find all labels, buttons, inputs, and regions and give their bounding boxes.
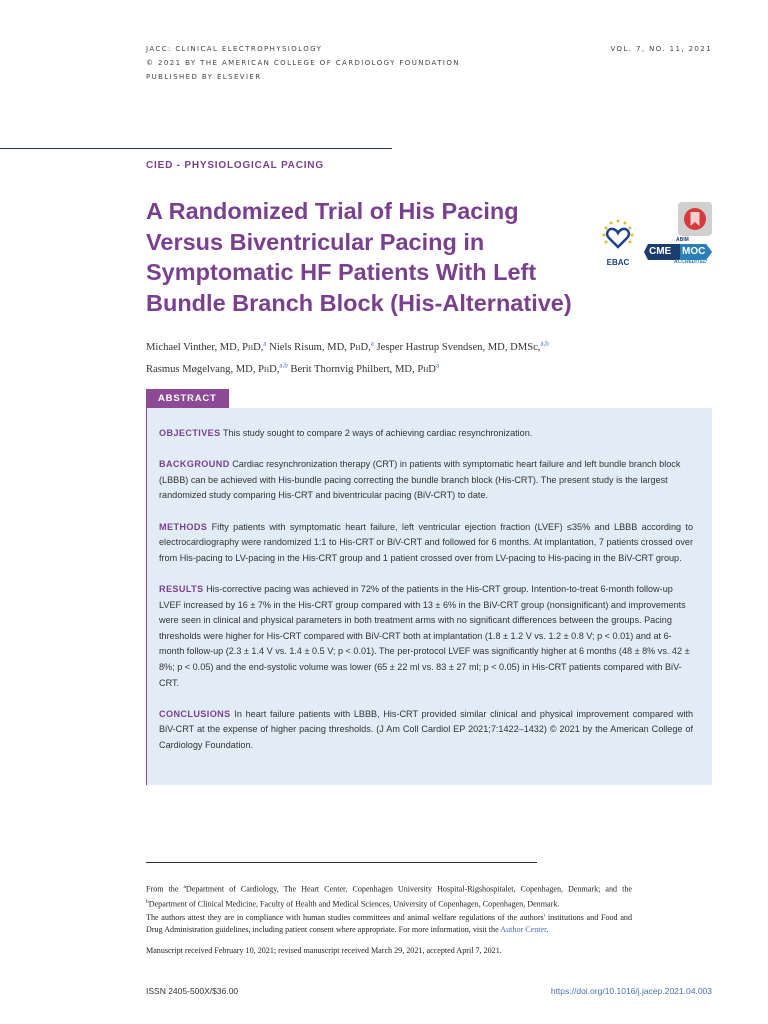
copyright-line: © 2021 BY THE AMERICAN COLLEGE OF CARDIOLOGY FOUNDATION [146,59,460,67]
author[interactable]: Michael Vinther, MD, PhD,$^a$ [146,339,267,353]
issn: ISSN 2405-500X/$36.00 [146,986,239,996]
objectives-text: This study sought to compare 2 ways of achieving cardiac resynchronization. [222,428,533,438]
cme-label: CME [649,246,672,257]
abstract-conclusions [159,707,693,754]
running-header [146,42,460,84]
abstract-content [159,426,693,769]
doi-link[interactable]: https://doi.org/10.1016/j.jacep.2021.04.003 [550,986,712,996]
moc-label: MOC [682,246,706,257]
bookmark-icon [678,202,712,236]
author[interactable]: Niels Risum, MD, PhD,$^a$ [269,339,374,353]
footnote-rule [146,862,537,863]
journal-name: JACC: CLINICAL ELECTROPHYSIOLOGY [146,45,323,53]
title-line: Symptomatic HF Patients With Left [146,259,537,285]
methods-text: Fifty patients with symptomatic heart failure, left ventricular ejection fraction (LVEF) ≤35% and LBBB according to electrocardiography were randomized 1:1 to His-CRT or BiV-CRT and followed for 6 months. At implantation, 7 patients crossed over from His-pacing to LV-pacing in the His-CRT group and 1 patient crossed over from LV-pacing to His-pacing in the BiV-CRT group. [159,521,693,563]
cme-moc-badge[interactable] [644,237,712,266]
objectives-keyword: OBJECTIVES [159,428,221,438]
ebac-badge[interactable] [598,218,638,266]
abstract-methods [159,520,693,567]
affiliations: From the $^a$Department of Cardiology, The Heart Center, Copenhagen University Hospital-Rigshospitalet, Copenhagen, Denmark; and the $^b$Department of Clinical Medicine, Faculty of Health and Medical Sciences, University of Copenhagen, Copenhagen, Denmark. [146,884,632,909]
title-line: A Randomized Trial of His Pacing [146,198,519,224]
author[interactable]: Jesper Hastrup Svendsen, MD, DMSc,$^{a,b}$ [376,339,549,353]
cme-top-label: ABIM [676,237,689,243]
conclusions-keyword: CONCLUSIONS [159,708,231,719]
author[interactable]: Berit Thornvig Philbert, MD, PhD$^a$ [290,361,440,376]
results-keyword: RESULTS [159,583,204,594]
conclusions-text: In heart failure patients with LBBB, His-CRT provided similar clinical and physical improvement compared with BiV-CRT at the expense of higher pacing thresholds. (J Am Coll Cardiol EP 2021;7:1422–1432) © 2021 by the American College of Cardiology Foundation. [159,708,694,750]
abstract-tab: ABSTRACT [146,389,229,408]
attestation: The authors attest they are in compliance with human studies committees and animal welfare regulations of the authors' institutions and Food and Drug Administration guidelines, including patient consent where appropriate. For more information, visit the Author Center. [146,912,632,935]
ebac-label: EBAC [606,258,630,267]
article-title [146,196,626,318]
title-line: Versus Biventricular Pacing in [146,228,485,255]
abstract-objectives [159,426,693,442]
methods-keyword: METHODS [159,521,208,532]
accredited-label: ACCREDITED [674,259,707,265]
author[interactable]: Rasmus Møgelvang, MD, PhD,$^{a,b}$ [146,361,288,376]
bookmark-badge[interactable] [678,202,712,236]
ebac-heart-icon [598,218,638,254]
section-label: CIED - PHYSIOLOGICAL PACING [146,160,324,171]
publisher-line: PUBLISHED BY ELSEVIER [146,73,262,81]
title-line: Bundle Branch Block (His-Alternative) [146,289,572,316]
abstract-background [159,457,693,504]
footnotes [146,881,632,957]
abstract-results [159,582,693,691]
volume-info: VOL. 7, NO. 11, 2021 [610,45,712,53]
header-rule [0,148,392,149]
background-text: Cardiac resynchronization therapy (CRT) in patients with symptomatic heart failure and left bundle branch block (LBBB) can be achieved with His-bundle pacing correcting the bundle branch block (His-CRT). The present study is the largest randomized study comparing His-CRT and biventricular pacing (BiV-CRT) to date. [159,459,681,501]
background-keyword: BACKGROUND [159,459,230,470]
author-center-link[interactable]: Author Center [500,925,547,935]
manuscript-dates: Manuscript received February 10, 2021; revised manuscript received March 29, 2021, accepted April 7, 2021. [146,945,502,955]
author-list [146,334,616,379]
results-text: His-corrective pacing was achieved in 72% of the patients in the His-CRT group. Intention-to-treat 6-month follow-up LVEF increased by 16 ± 7% in the His-CRT group compared with 13 ± 6% in the BiV-CRT group (nonsignificant) and improvements were seen in clinical and physical parameters in both treatment arms with no significant differences between the groups. Pacing thresholds were higher for His-CRT compared with BiV-CRT both at implantation (1.8 ± 1.2 V vs. 1.2 ± 0.8 V; p < 0.01) and at 6-month follow-up (2.3 ± 1.4 V vs. 1.4 ± 0.5 V; p < 0.01). The per-protocol LVEF was significantly higher at 6 months (48 ± 8% vs. 42 ± 8%; p < 0.05) and the end-systolic volume was lower (65 ± 22 ml vs. 83 ± 27 ml; p < 0.05) in His-CRT patients compared with BiV-CRT. [159,583,690,688]
